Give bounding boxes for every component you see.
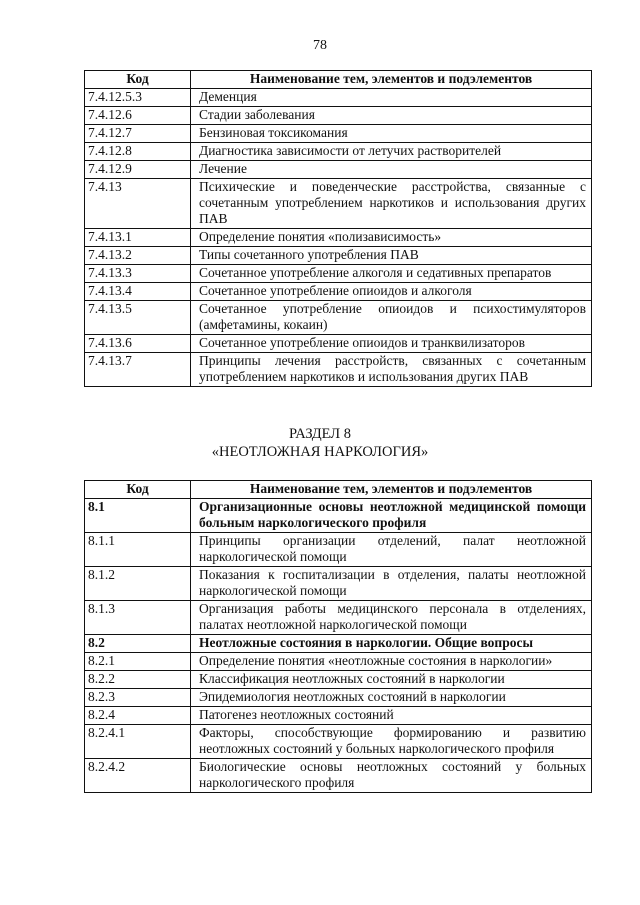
table-row <box>85 707 592 725</box>
table-row <box>85 671 592 689</box>
topic-code: 8.2.4.2 <box>85 759 191 793</box>
topic-code: 7.4.13 <box>85 179 191 229</box>
topic-name: Сочетанное употребление опиоидов и алкоголя <box>191 283 592 301</box>
code-column-header: Код <box>85 481 191 499</box>
table-row <box>85 725 592 759</box>
topic-code: 8.2.3 <box>85 689 191 707</box>
name-column-header: Наименование тем, элементов и подэлементов <box>191 71 592 89</box>
topic-code: 7.4.12.6 <box>85 107 191 125</box>
topic-name: Патогенез неотложных состояний <box>191 707 592 725</box>
table-row <box>85 161 592 179</box>
topic-name: Сочетанное употребление опиоидов и транквилизаторов <box>191 335 592 353</box>
table-row <box>85 229 592 247</box>
topic-code: 8.1 <box>85 499 191 533</box>
table-row <box>85 89 592 107</box>
topic-name: Определение понятия «неотложные состояния в наркологии» <box>191 653 592 671</box>
topic-code: 8.1.2 <box>85 567 191 601</box>
topic-name: Организационные основы неотложной медицинской помощи больным наркологического профиля <box>191 499 592 533</box>
topic-name: Стадии заболевания <box>191 107 592 125</box>
table-row <box>85 653 592 671</box>
topic-name: Типы сочетанного употребления ПАВ <box>191 247 592 265</box>
topic-name: Эпидемиология неотложных состояний в наркологии <box>191 689 592 707</box>
table-header-row <box>85 481 592 499</box>
table-row <box>85 499 592 533</box>
table-row <box>85 265 592 283</box>
code-column-header: Код <box>85 71 191 89</box>
table-row <box>85 689 592 707</box>
topic-code: 8.2 <box>85 635 191 653</box>
topic-code: 8.2.4.1 <box>85 725 191 759</box>
topic-code: 7.4.13.6 <box>85 335 191 353</box>
topic-code: 7.4.12.7 <box>85 125 191 143</box>
table-row <box>85 567 592 601</box>
table-row <box>85 247 592 265</box>
table-row <box>85 335 592 353</box>
topic-name: Сочетанное употребление алкоголя и седативных препаратов <box>191 265 592 283</box>
table-row <box>85 107 592 125</box>
topic-code: 8.1.1 <box>85 533 191 567</box>
topic-name: Организация работы медицинского персонала в отделениях, палатах неотложной наркологической помощи <box>191 601 592 635</box>
topic-code: 7.4.13.3 <box>85 265 191 283</box>
table-row <box>85 283 592 301</box>
topic-code: 8.1.3 <box>85 601 191 635</box>
topic-name: Бензиновая токсикомания <box>191 125 592 143</box>
section-title: «НЕОТЛОЖНАЯ НАРКОЛОГИЯ» <box>211 444 429 460</box>
topic-code: 8.2.4 <box>85 707 191 725</box>
topic-code: 7.4.12.5.3 <box>85 89 191 107</box>
page-number: 78 <box>313 38 327 53</box>
topic-name: Факторы, способствующие формированию и развитию неотложных состояний у больных наркологического профиля <box>191 725 592 759</box>
topic-code: 7.4.13.4 <box>85 283 191 301</box>
topic-code: 7.4.13.2 <box>85 247 191 265</box>
topic-name: Психические и поведенческие расстройства, связанные с сочетанным употреблением наркотиков и использования других ПАВ <box>191 179 592 229</box>
topic-name: Показания к госпитализации в отделения, палаты неотложной наркологической помощи <box>191 567 592 601</box>
table-row <box>85 635 592 653</box>
topic-name: Неотложные состояния в наркологии. Общие вопросы <box>191 635 592 653</box>
topic-code: 7.4.12.8 <box>85 143 191 161</box>
table-row <box>85 125 592 143</box>
topic-code: 8.2.2 <box>85 671 191 689</box>
topic-name: Деменция <box>191 89 592 107</box>
topic-name: Биологические основы неотложных состояний у больных наркологического профиля <box>191 759 592 793</box>
name-column-header: Наименование тем, элементов и подэлементов <box>191 481 592 499</box>
table-row <box>85 301 592 335</box>
topic-code: 7.4.12.9 <box>85 161 191 179</box>
topic-name: Диагностика зависимости от летучих растворителей <box>191 143 592 161</box>
table-row <box>85 179 592 229</box>
topics-table-1 <box>84 70 592 387</box>
topic-code: 7.4.13.7 <box>85 353 191 387</box>
topic-name: Принципы лечения расстройств, связанных с сочетанным употреблением наркотиков и использования других ПАВ <box>191 353 592 387</box>
table-row <box>85 353 592 387</box>
topic-name: Сочетанное употребление опиоидов и психостимуляторов (амфетамины, кокаин) <box>191 301 592 335</box>
table-row <box>85 601 592 635</box>
topic-name: Классификация неотложных состояний в наркологии <box>191 671 592 689</box>
topic-code: 7.4.13.1 <box>85 229 191 247</box>
section-number: РАЗДЕЛ 8 <box>289 426 351 442</box>
topic-code: 7.4.13.5 <box>85 301 191 335</box>
table-row <box>85 759 592 793</box>
topic-name: Принципы организации отделений, палат неотложной наркологической помощи <box>191 533 592 567</box>
table-row <box>85 143 592 161</box>
topic-name: Определение понятия «полизависимость» <box>191 229 592 247</box>
table-row <box>85 533 592 567</box>
section-heading <box>0 425 640 461</box>
topic-code: 8.2.1 <box>85 653 191 671</box>
topic-name: Лечение <box>191 161 592 179</box>
table-header-row <box>85 71 592 89</box>
topics-table-2 <box>84 480 592 793</box>
